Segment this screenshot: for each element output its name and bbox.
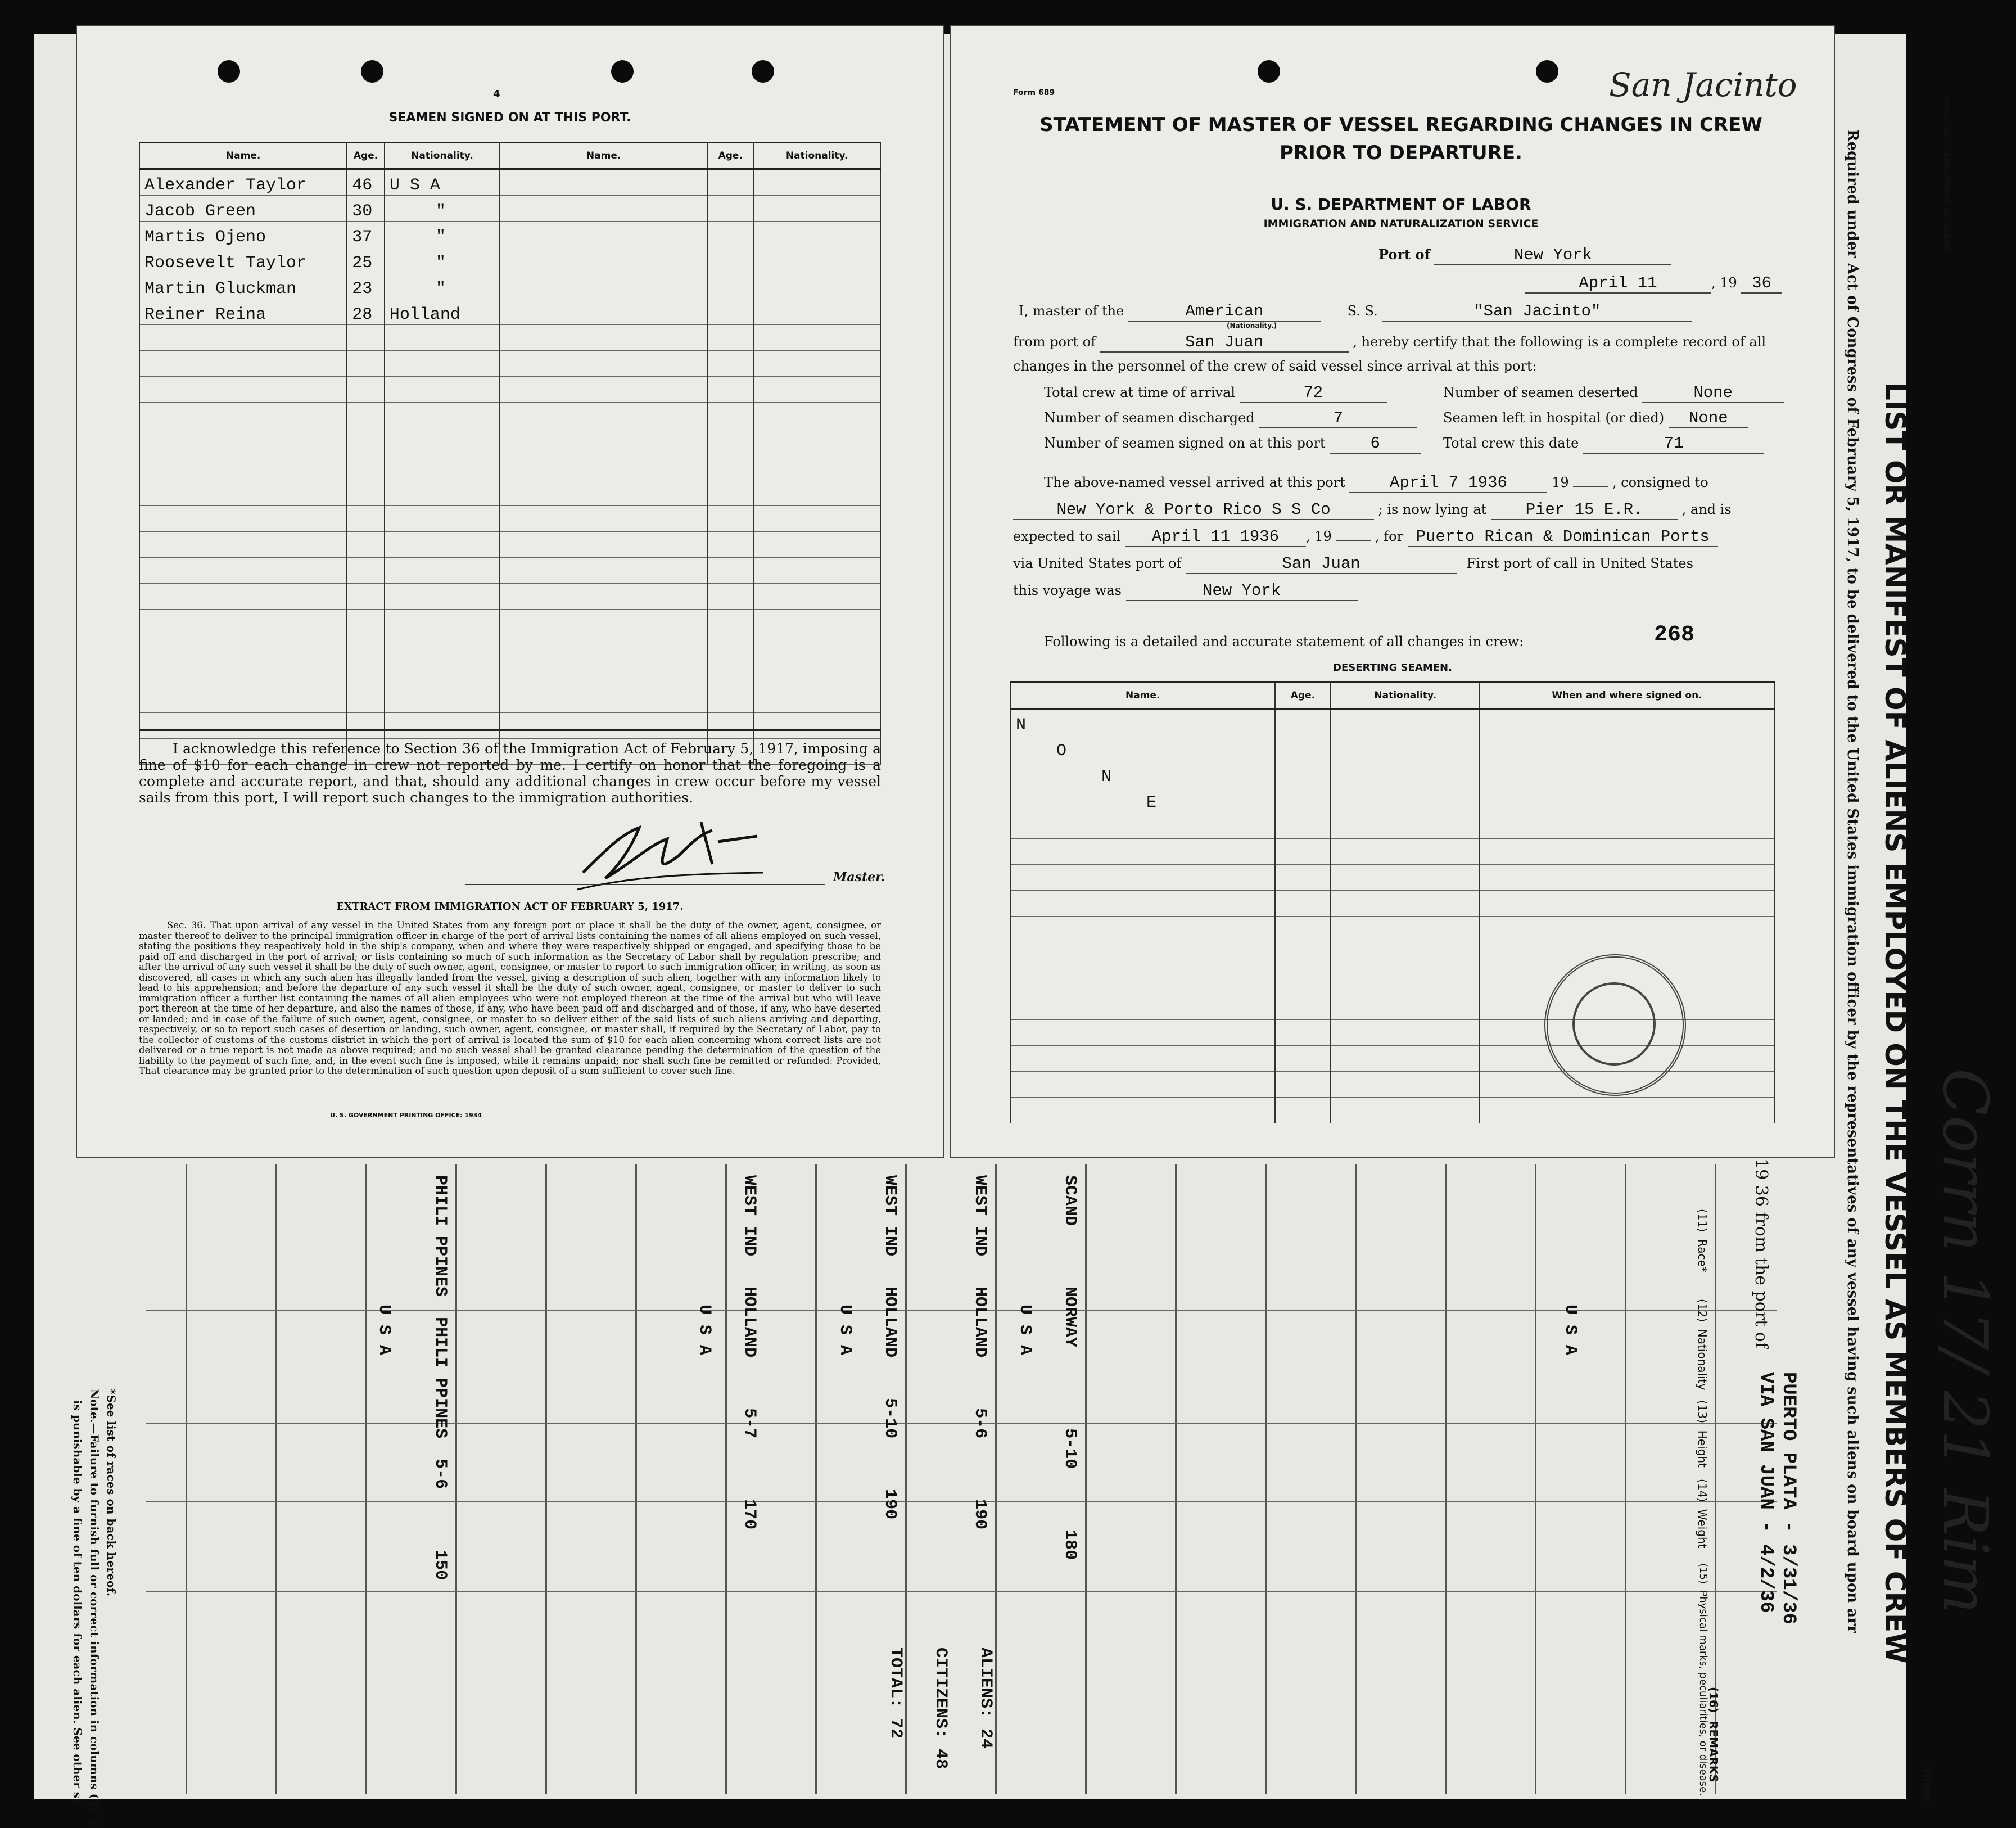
nationality-value: American <box>1128 302 1321 322</box>
department-name: U. S. DEPARTMENT OF LABOR <box>1271 195 1531 214</box>
seaman-nationality: " <box>385 273 500 299</box>
seaman-nationality: " <box>385 196 500 222</box>
from-port-row: from port of San Juan , hereby certify that the following is a complete record of all <box>1013 333 1766 351</box>
manifest-row: U S A <box>1561 1305 1580 1356</box>
from-port-value: San Juan <box>1100 333 1349 353</box>
manifest-row: SCAND NORWAY 5-10 180 <box>1060 1175 1079 1560</box>
column-header: Age. <box>1275 683 1331 709</box>
handwritten-note: Corrn 17/ 21 Rim <box>1929 1068 2001 1614</box>
manifest-sheet-label: Sheet <box>1920 1766 1934 1803</box>
column-header: Name. <box>1011 683 1275 709</box>
punch-hole <box>361 60 383 83</box>
date-value: April 11 <box>1525 274 1711 294</box>
grid-line <box>455 1164 457 1794</box>
table-row <box>1011 709 1774 735</box>
grid-line <box>815 1164 817 1794</box>
punch-hole <box>752 60 774 83</box>
punch-hole <box>218 60 240 83</box>
seaman-name: Martin Gluckman <box>139 273 347 299</box>
table-row <box>139 299 880 325</box>
table-row <box>139 222 880 247</box>
column-header: Nationality. <box>1331 683 1480 709</box>
grid-line <box>725 1164 727 1794</box>
port-row: Port of New York <box>1378 246 1671 265</box>
seaman-age: 30 <box>347 196 385 222</box>
nationality-caption: (Nationality.) <box>1227 322 1277 330</box>
seaman-age: 23 <box>347 273 385 299</box>
totals-citizens: CITIZENS: 48 <box>931 1648 950 1770</box>
master-row: I, master of the American S. S. "San Jacinto" <box>1019 302 1692 322</box>
seamen-signed-title: SEAMEN SIGNED ON AT THIS PORT. <box>388 111 631 125</box>
seaman-name: Reiner Reina <box>139 299 347 325</box>
table-row <box>139 428 880 454</box>
manifest-row: PHILI PPINES PHILI PPINES 5-6 150 <box>431 1175 450 1581</box>
table-row <box>139 196 880 222</box>
handwritten-ship-name: San Jacinto <box>1609 66 1797 104</box>
stat-row: Number of seamen signed on at this port 6 <box>1044 434 1421 454</box>
table-row <box>139 661 880 687</box>
changes-text: changes in the personnel of the crew of said vessel since arrival at this port: <box>1013 358 1537 374</box>
table-row <box>139 273 880 299</box>
seaman-nationality: U S A <box>385 169 500 196</box>
grid-band <box>146 1501 1777 1502</box>
acknowledgment-text: I acknowledge this reference to Section 36 of the Immigration Act of February 5, 1917, imposing a fine of $10 for each change in crew not reported by me. I certify on honor that the foregoing is a complete and accurate report, and that, should any additional changes in crew occur before my vessel sails from this port, I will report such changes to the immigration authorities. <box>139 741 881 806</box>
left-page <box>76 25 944 1158</box>
grid-line <box>905 1164 907 1794</box>
manifest-title: LIST OR MANIFEST OF ALIENS EMPLOYED ON THE VESSEL AS MEMBERS OF CREW <box>1879 382 1911 1664</box>
totals-total: TOTAL: 72 <box>886 1648 905 1739</box>
reference-number: 268 <box>1654 622 1695 648</box>
grid-line <box>545 1164 547 1794</box>
port-value: New York <box>1434 246 1671 265</box>
table-row <box>139 532 880 558</box>
seaman-name: Roosevelt Taylor <box>139 247 347 273</box>
grid-line <box>275 1164 277 1794</box>
manifest-from-port: PUERTO PLATA - 3/31/36 <box>1778 1372 1799 1624</box>
seaman-nationality: Holland <box>385 299 500 325</box>
table-row <box>1011 865 1774 891</box>
table-row <box>139 558 880 584</box>
official-stamp-inner <box>1572 982 1656 1066</box>
form-number: Form 689 <box>1013 88 1055 97</box>
none-letter: N <box>1011 709 1275 735</box>
manifest-via-port: VIA SAN JUAN - 4/2/36 <box>1755 1372 1777 1613</box>
seaman-name: Martis Ojeno <box>139 222 347 247</box>
statement-title: STATEMENT OF MASTER OF VESSEL REGARDING CHANGES IN CREW <box>1039 114 1762 136</box>
column-header: Age. <box>347 143 385 169</box>
seaman-nationality: " <box>385 222 500 247</box>
grid-line <box>635 1164 637 1794</box>
ship-name-value: "San Jacinto" <box>1382 302 1692 322</box>
seaman-age: 46 <box>347 169 385 196</box>
column-header: Nationality. <box>385 143 500 169</box>
master-label: Master. <box>833 870 885 884</box>
totals-aliens: ALIENS: 24 <box>976 1648 995 1749</box>
table-row <box>139 584 880 610</box>
statement-title-2: PRIOR TO DEPARTURE. <box>1280 142 1522 164</box>
service-name: IMMIGRATION AND NATURALIZATION SERVICE <box>1263 218 1539 230</box>
stat-row: Number of seamen deserted None <box>1443 383 1784 403</box>
punch-hole <box>611 60 634 83</box>
column-header-race: (11) Race* <box>1696 1209 1709 1272</box>
via-row: via United States port of San Juan First port of call in United States <box>1013 554 1693 573</box>
seaman-name: Alexander Taylor <box>139 169 347 196</box>
none-letter: O <box>1011 735 1275 761</box>
table-row <box>1011 761 1774 787</box>
table-row <box>139 713 880 739</box>
seaman-age: 25 <box>347 247 385 273</box>
table-row <box>139 610 880 635</box>
table-row <box>139 687 880 713</box>
table-row <box>139 454 880 480</box>
manifest-row: U S A <box>835 1305 855 1356</box>
grid-line <box>1085 1164 1087 1794</box>
column-header: Name. <box>500 143 707 169</box>
column-header-physical: (15) Physical marks, peculiarities, or disease. <box>1697 1563 1709 1796</box>
year-value: 36 <box>1741 274 1782 294</box>
grid-line <box>1535 1164 1536 1794</box>
footnote-fine: is punishable by a fine of ten dollars for each alien. See other si <box>71 1400 84 1803</box>
page-number: 4 <box>493 88 500 100</box>
table-row <box>139 480 880 506</box>
column-header-weight: (14) Weight <box>1696 1479 1709 1549</box>
table-row <box>1011 839 1774 865</box>
manifest-row: WEST IND HOLLAND 5-7 170 <box>740 1175 759 1530</box>
table-row <box>139 506 880 532</box>
none-letter: N <box>1011 761 1275 787</box>
manifest-year-line: 19 36 from the port of <box>1751 1158 1771 1348</box>
manifest-row: U S A <box>1015 1305 1034 1356</box>
column-header-height: (13) Height <box>1696 1400 1709 1468</box>
seaman-nationality: " <box>385 247 500 273</box>
grid-band <box>146 1591 1777 1592</box>
seaman-age: 37 <box>347 222 385 247</box>
table-row <box>1011 813 1774 839</box>
manifest-row: U S A <box>374 1305 394 1356</box>
column-header: Name. <box>139 143 347 169</box>
table-row <box>139 247 880 273</box>
table-bottom-rule <box>139 729 881 731</box>
expected-row: expected to sail April 11 1936 , 19 , for Puerto Rican & Dominican Ports <box>1013 527 1718 547</box>
arrived-row: The above-named vessel arrived at this port April 7 1936 19 , consigned to <box>1044 473 1708 492</box>
column-header: Nationality. <box>753 143 880 169</box>
manifest-row: WEST IND HOLLAND 5-6 190 <box>970 1175 989 1530</box>
grid-line <box>1355 1164 1357 1794</box>
table-row <box>1011 942 1774 968</box>
table-row <box>139 403 880 428</box>
consignee-row: New York & Porto Rico S S Co ; is now lying at Pier 15 E.R. , and is <box>1013 500 1732 520</box>
table-row <box>1011 787 1774 813</box>
table-row <box>139 351 880 377</box>
seaman-age: 28 <box>347 299 385 325</box>
manifest-subtitle: Required under Act of Congress of February 5, 1917, to be delivered to the United States immigration officer by the representatives of any vessel having such aliens on board upon arr <box>1844 129 1861 1633</box>
footnote-races: *See list of races on back hereof. <box>105 1389 118 1597</box>
table-row <box>139 377 880 403</box>
punch-hole <box>1258 60 1280 83</box>
column-header-nationality: (12) Nationality <box>1696 1299 1709 1391</box>
signature-line <box>465 884 825 885</box>
manifest-row: U S A <box>695 1305 714 1356</box>
stat-row: Total crew this date 71 <box>1443 434 1764 454</box>
column-header: Age. <box>707 143 753 169</box>
table-row <box>139 325 880 351</box>
table-row <box>1011 735 1774 761</box>
table-row <box>1011 917 1774 942</box>
table-row <box>1011 891 1774 917</box>
deserting-title: DESERTING SEAMEN. <box>1333 662 1452 674</box>
column-header-remarks: (16) REMARKS <box>1707 1687 1720 1782</box>
seaman-name: Jacob Green <box>139 196 347 222</box>
table-row <box>139 169 880 196</box>
following-text: Following is a detailed and accurate statement of all changes in crew: <box>1044 634 1524 649</box>
none-letter: E <box>1011 787 1275 813</box>
grid-band <box>146 1423 1777 1424</box>
stat-row: Total crew at time of arrival 72 <box>1044 383 1387 403</box>
manifest-form-label: Form 630 · DEPARTMENT OF LABOR <box>1942 96 1951 253</box>
grid-line <box>365 1164 367 1794</box>
grid-line <box>186 1164 187 1794</box>
master-signature <box>572 811 774 895</box>
extract-title: EXTRACT FROM IMMIGRATION ACT OF FEBRUARY 5, 1917. <box>336 901 684 913</box>
printer-line: U. S. GOVERNMENT PRINTING OFFICE: 1934 <box>330 1112 482 1119</box>
grid-line <box>1625 1164 1626 1794</box>
stat-row: Number of seamen discharged 7 <box>1044 409 1417 428</box>
seamen-signed-table <box>139 142 881 765</box>
grid-line <box>1265 1164 1267 1794</box>
grid-line <box>995 1164 997 1794</box>
manifest-row: WEST IND HOLLAND 5-10 190 <box>880 1175 899 1520</box>
grid-line <box>1175 1164 1177 1794</box>
table-row <box>1011 1098 1774 1123</box>
grid-line <box>1445 1164 1447 1794</box>
extract-text: Sec. 36. That upon arrival of any vessel in the United States from any foreign port or place it shall be the duty of the owner, agent, consignee, or master thereof to deliver to the principal immigration officer in charge of the port of arrival lists containing the names of all aliens employed on such vessel, stating the positions they respectively hold in the ship's company, when and where they were respectively shipped or engaged, and specifying those to be paid off and discharged in the port of arrival; or lists containing so much of such information as the Secretary of Labor shall by regulation prescribe; and after the arrival of any such vessel it shall be the duty of such owner, agent, consignee, or master to report to such immigration officer, in writing, as soon as discovered, all cases in which any such alien has illegally landed from the vessel, giving a description of such alien, together with any information likely to lead to his apprehension; and before the departure of any such vessel it shall be the duty of such owner, agent, consignee, or master to deliver to such immigration officer a further list containing the names of all alien employees who were not employed thereon at the time of the arrival but who will leave port thereon at the time of her departure, and also the names of those, if any, who have been paid off and discharged and of those, if any, who have deserted or landed; and in case of the failure of such owner, agent, consignee, or master to so deliver either of the said lists of such aliens arriving and departing, respectively, or so to report such cases of desertion or landing, such owner, agent, consignee, or master shall, if required by the Secretary of Labor, pay to the collector of customs of the customs district in which the port of arrival is located the sum of $10 for each alien concerning whom correct lists are not delivered or a true report is not made as above required; and no such vessel shall be granted clearance pending the determination of the question of the liability to the payment of such fine, and, in the event such fine is imposed, while it remains unpaid; nor shall such fine be remitted or refunded: Provided, That clearance may be granted prior to the determination of such question upon deposit of a sum sufficient to cover such fine. <box>139 920 881 1076</box>
footnote-note: Note.—Failure to furnish full or correct information in columns (3), ( <box>88 1389 101 1825</box>
stat-row: Seamen left in hospital (or died) None <box>1443 409 1748 428</box>
table-row <box>139 635 880 661</box>
right-page <box>950 25 1835 1158</box>
column-header: When and where signed on. <box>1480 683 1774 709</box>
punch-hole <box>1536 60 1558 83</box>
voyage-row: this voyage was New York <box>1013 581 1358 601</box>
date-row: April 11 , 19 36 <box>1525 274 1782 294</box>
